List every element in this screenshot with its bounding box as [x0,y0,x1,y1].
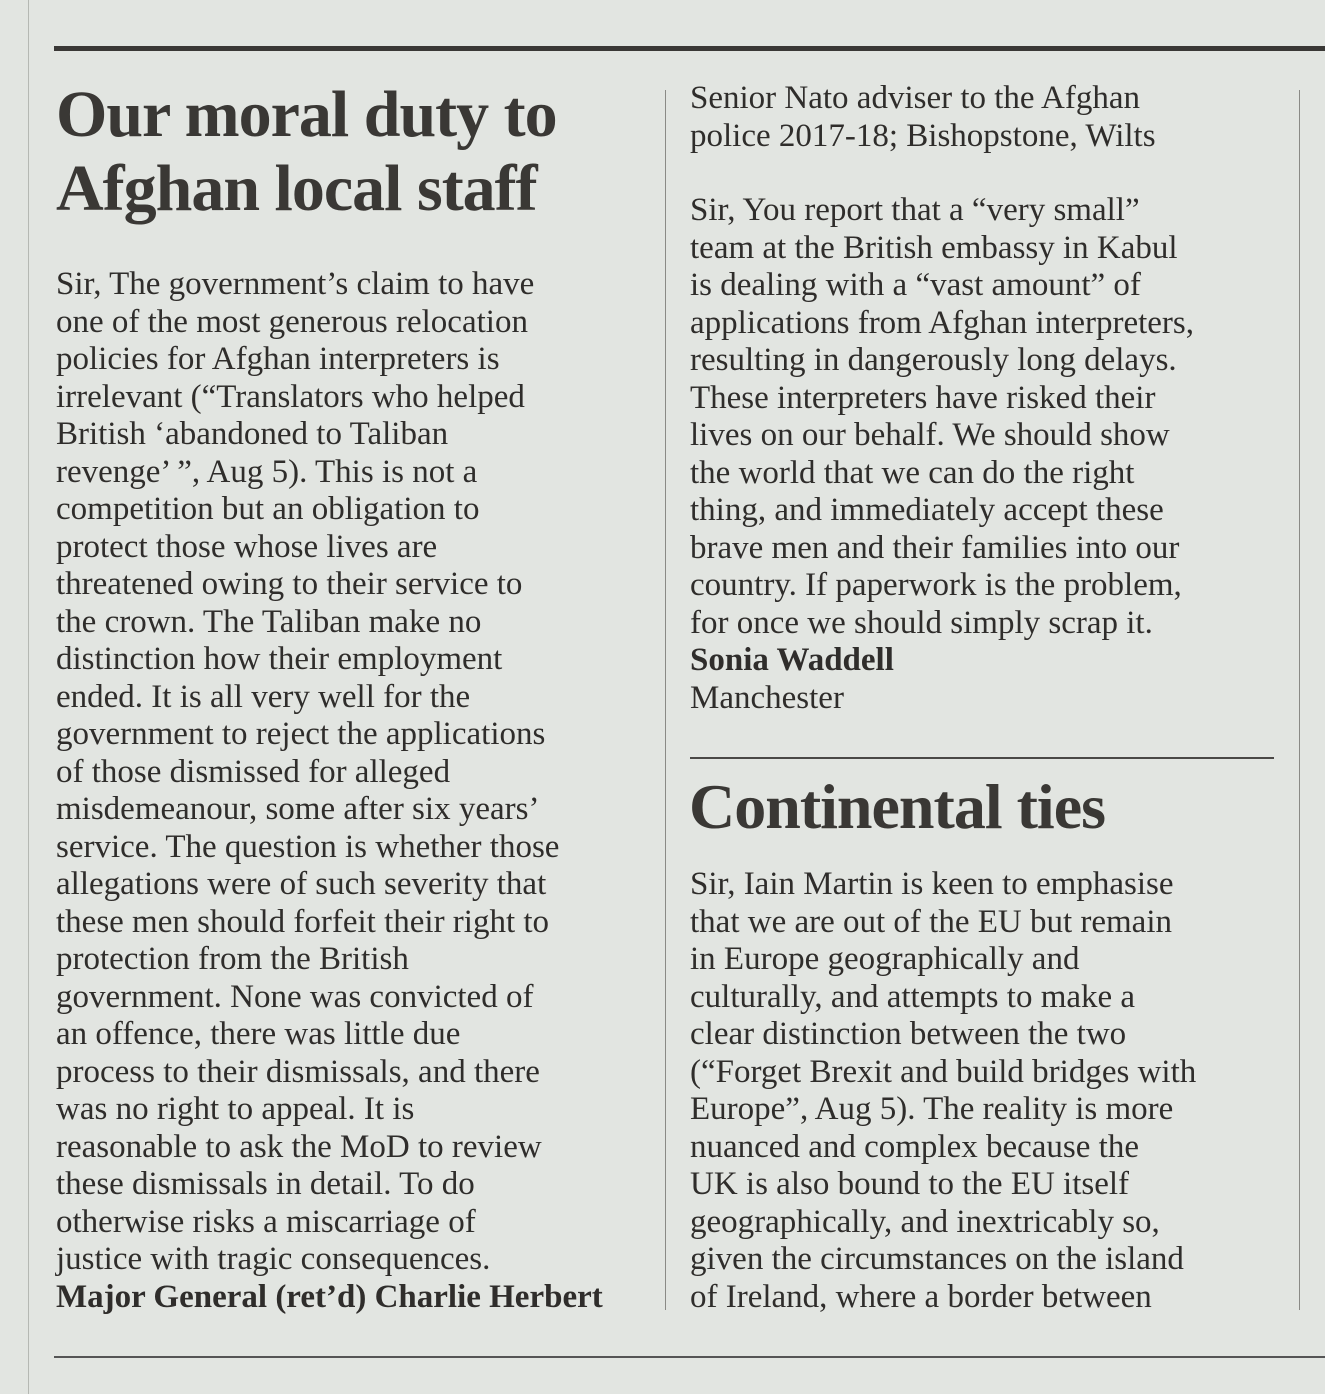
body-line: government to reject the applications [56,716,546,752]
body-line: ended. It is all very well for the [56,678,471,715]
headline-line: Our moral duty to [56,78,557,151]
body-line: misdemeanour, some after six years’ [56,791,540,827]
signature-location: Manchester [690,679,844,716]
body-line: Sir, You report that a “very small” [690,192,1140,228]
body-line: of those dismissed for alleged [56,753,451,790]
body-line: irrelevant (“Translators who helped [56,378,525,415]
body-line: these men should forfeit their right to [56,903,550,940]
letter-charlie-herbert [56,266,656,1316]
body-line: geographically, and inextricably so, [690,1203,1160,1240]
column-divider-middle [665,90,666,1310]
body-line: was no right to appeal. It is [56,1091,415,1127]
body-line: otherwise risks a miscarriage of [56,1203,476,1240]
body-line: culturally, and attempts to make a [690,978,1136,1015]
body-line: one of the most generous relocation [56,303,528,340]
body-line: that we are out of the EU but remain [690,903,1172,940]
body-line: applications from Afghan interpreters, [690,304,1195,341]
body-line: competition but an obligation to [56,491,480,527]
body-line: of Ireland, where a border between [690,1278,1152,1315]
body-line: the world that we can do the right [690,454,1135,491]
body-line: Sir, Iain Martin is keen to emphasise [690,866,1174,902]
body-line: UK is also bound to the EU itself [690,1166,1130,1202]
body-line: process to their dismissals, and there [56,1053,540,1090]
body-line: is dealing with a “vast amount” of [690,267,1141,303]
body-line: given the circumstances on the island [690,1241,1184,1277]
body-line: resulting in dangerously long delays. [690,342,1177,378]
signature-charlie-herbert: Major General (ret’d) Charlie Herbert [56,1278,603,1315]
body-line: protection from the British [56,941,409,977]
page-edge-line [28,0,29,1394]
body-line: these dismissals in detail. To do [56,1166,475,1202]
signature-detail-line: police 2017-18; Bishopstone, Wilts [690,117,1156,154]
body-line: team at the British embassy in Kabul [690,229,1178,266]
body-line: an offence, there was little due [56,1016,461,1052]
body-line: brave men and their families into our [690,529,1180,566]
body-line: justice with tragic consequences. [56,1241,491,1277]
body-line: country. If paperwork is the problem, [690,567,1182,603]
top-rule [54,46,1325,51]
headline-line: Afghan local staff [56,152,537,225]
body-line: the crown. The Taliban make no [56,603,482,640]
body-line: government. None was convicted of [56,978,534,1015]
body-line: Sir, The government’s claim to have [56,266,535,302]
headline-continental-ties: Continental ties [689,771,1105,842]
letter-sonia-waddell [690,192,1290,717]
body-line: threatened owing to their service to [56,566,523,602]
body-line: lives on our behalf. We should show [690,417,1170,453]
body-line: policies for Afghan interpreters is [56,341,500,377]
body-line: (“Forget Brexit and build bridges with [690,1053,1197,1090]
body-line: clear distinction between the two [690,1016,1127,1052]
headline-our-moral-duty [56,78,656,226]
signature-details [690,80,1290,155]
section-divider-rule [690,757,1274,759]
signature-detail-line: Senior Nato adviser to the Afghan [690,80,1140,116]
body-line: in Europe geographically and [690,941,1080,977]
body-line: nuanced and complex because the [690,1128,1139,1165]
bottom-rule [54,1356,1325,1358]
body-line: thing, and immediately accept these [690,492,1164,528]
body-line: protect those whose lives are [56,528,438,565]
body-line: service. The question is whether those [56,828,560,865]
column-divider-right [1299,90,1300,1310]
body-line: for once we should simply scrap it. [690,604,1153,641]
body-line: distinction how their employment [56,641,503,677]
body-line: These interpreters have risked their [690,379,1156,416]
signature-sonia-waddell: Sonia Waddell [690,642,894,678]
letter-continental-ties [690,866,1290,1316]
body-line: revenge’ ”, Aug 5). This is not a [56,453,478,490]
body-line: Europe”, Aug 5). The reality is more [690,1091,1174,1127]
body-line: reasonable to ask the MoD to review [56,1128,542,1165]
body-line: British ‘abandoned to Taliban [56,416,449,452]
body-line: allegations were of such severity that [56,866,547,902]
